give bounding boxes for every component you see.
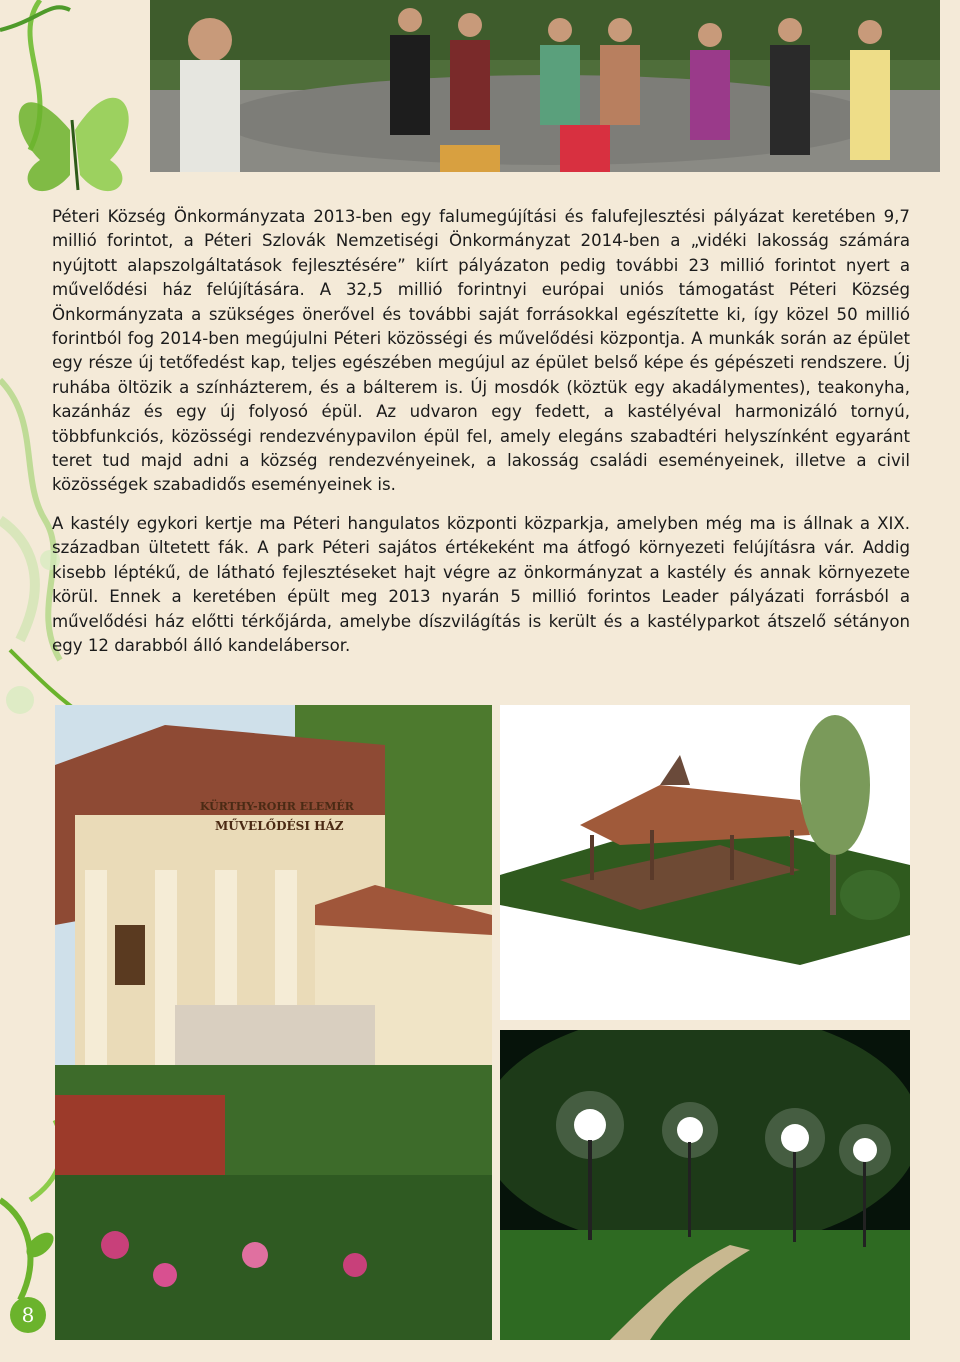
photo-park-lights-night bbox=[500, 1030, 910, 1340]
paragraph-1: Péteri Község Önkormányzata 2013-ben egy falumegújítási és falufejlesztési pályázat keretében 9,7 millió forintot, a Péteri Szlovák Nemzetiségi Önkormányzat 2014-ben a „vidéki lakosság számára nyújtott alapszolgáltatások fejlesztésére” kiírt pályázaton pedig további 23 millió forintot nyert a művelődési ház felújítására. A 32,5 millió forintnyi európai uniós támogatást Péteri Község Önkormányzata a szükséges önerővel és további saját forrásokkal egészítette ki, így közel 50 millió forintból fog 2014-ben megújulni Péteri közösségi és művelődési központja. A munkák során az épület egy része új tetőfedést kap, teljes egészében megújul az épület belső képe és gépészeti rendszere. Új ruhába öltözik a színházterem, és a bálterem is. Új mosdók (köztük egy akadálymentes), teakonyha, kazánház és egy új folyosó épül. Az udvaron egy fedett, a kastélyéval harmonizáló tornyú, többfunkciós, közösségi rendezvénypavilon épül fel, amely elegáns szabadtéri helyszínként egyaránt teret tud majd adni a község rendezvényeinek, a lakosság családi eseményeinek, illetve a civil közösségek szabadidős eseményeinek is. bbox=[52, 207, 910, 495]
photo-circle-dance bbox=[150, 0, 940, 172]
body-text-2 bbox=[52, 512, 910, 668]
butterfly-icon bbox=[19, 98, 129, 191]
photo-cultural-house bbox=[55, 705, 492, 1340]
building-sign-line-2: MŰVELŐDÉSI HÁZ bbox=[215, 819, 344, 833]
body-text bbox=[52, 205, 910, 508]
photo-pavilion-rendering bbox=[500, 705, 910, 1020]
paragraph-2: A kastély egykori kertje ma Péteri hangulatos központi közparkja, amelyben még ma is állnak a XIX. században ültetett fák. A park Péteri sajátos értékeként ma átfogó környezeti felújításra vár. Addig kisebb léptékű, de látható fejlesztéseket hajt végre az önkormányzat a kastély és annak környezete körül. Ennek a keretében épült meg 2013 nyarán 5 millió forintos Leader pályázati forrásból a művelődési ház előtti térkőjárda, amelybe díszvilágítás is került és a kastélyparkot átszelő sétányon egy 12 darabból álló kandelábersor. bbox=[52, 514, 910, 656]
building-sign-line-1: KÜRTHY-ROHR ELEMÉR bbox=[200, 800, 354, 813]
page-number: 8 bbox=[10, 1297, 46, 1333]
